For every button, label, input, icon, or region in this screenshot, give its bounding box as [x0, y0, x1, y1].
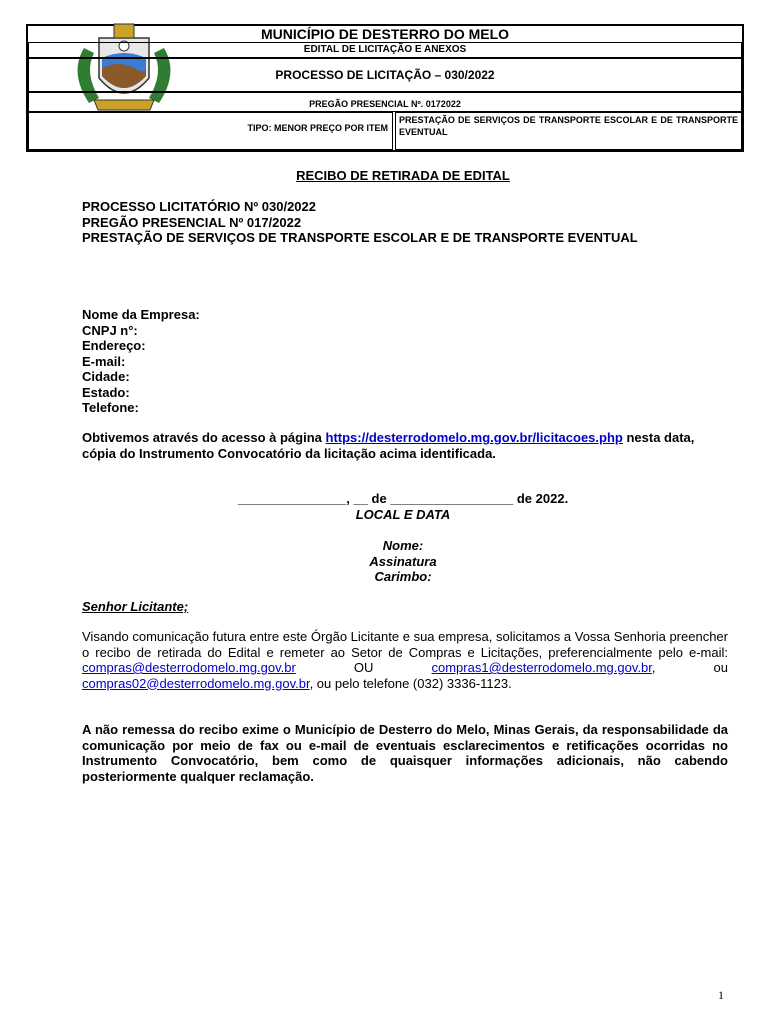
- field-email: E-mail:: [82, 353, 126, 369]
- local-data-label: LOCAL E DATA: [355, 507, 451, 522]
- signature-nome: Nome:: [382, 538, 424, 553]
- signature-block: [0, 538, 770, 585]
- field-endereco: Endereço:: [82, 338, 146, 353]
- field-telefone: Telefone:: [82, 400, 139, 415]
- page-number: 1: [718, 988, 724, 1002]
- field-estado: Estado:: [82, 384, 130, 400]
- licitacoes-link[interactable]: https://desterrodomelo.mg.gov.br/licitacoes.php: [325, 430, 623, 445]
- tipo-cell: TIPO: MENOR PREÇO POR ITEM: [28, 112, 393, 150]
- references: [82, 199, 742, 246]
- senhor-licitante-heading: Senhor Licitante;: [82, 599, 189, 614]
- email-compras-link[interactable]: compras@desterrodomelo.mg.gov.br: [82, 660, 296, 675]
- field-cidade: Cidade:: [82, 369, 130, 384]
- edital-subtitle: EDITAL DE LICITAÇÃO E ANEXOS: [28, 42, 742, 58]
- process-title: PROCESSO DE LICITAÇÃO – 030/2022: [28, 58, 742, 92]
- para1-or: OU: [295, 660, 432, 675]
- date-line: _______________, __ de _________________ de 2022.: [237, 491, 569, 506]
- municipality-title: MUNICÍPIO DE DESTERRO DO MELO: [260, 26, 510, 42]
- field-cnpj: CNPJ n°:: [82, 322, 138, 338]
- disclaimer-paragraph: A não remessa do recibo exime o Município de Desterro do Melo, Minas Gerais, da responsabilidade da comunicação por meio de fax ou e-mail de eventuais esclarecimentos e retificações ocorridas no Instrumento Convocatório, bem como de quaisquer informações adicionais, não cabendo posteriormente qualquer reclamação.: [82, 722, 728, 784]
- statement-text-before: Obtivemos através do acesso à página: [82, 430, 326, 445]
- communication-paragraph: [82, 629, 728, 691]
- pregao-number: PREGÃO PRESENCIAL Nº. 0172022: [28, 92, 742, 112]
- para1-or2: , ou: [651, 660, 728, 675]
- objeto-cell: PRESTAÇÃO DE SERVIÇOS DE TRANSPORTE ESCOLAR E DE TRANSPORTE EVENTUAL: [395, 112, 742, 150]
- email-compras02-link[interactable]: compras02@desterrodomelo.mg.gov.br: [82, 675, 310, 691]
- ref-objeto: PRESTAÇÃO DE SERVIÇOS DE TRANSPORTE ESCOLAR E DE TRANSPORTE EVENTUAL: [82, 230, 638, 245]
- page-title: RECIBO DE RETIRADA DE EDITAL: [296, 168, 510, 183]
- ref-pregao: PREGÃO PRESENCIAL Nº 017/2022: [82, 214, 302, 230]
- para1-text: Visando comunicação futura entre este Órgão Licitante e sua empresa, solicitamos a Vossa Senhoria preencher o recibo de retirada do Edital e remeter ao Setor de Compras e Licitações, preferencialmente pelo e-mail:: [82, 629, 728, 660]
- signature-assinatura: Assinatura: [369, 553, 437, 569]
- para1-phone: , ou pelo telefone (032) 3336-1123.: [309, 675, 512, 691]
- signature-carimbo: Carimbo:: [374, 569, 432, 584]
- ref-processo: PROCESSO LICITATÓRIO Nº 030/2022: [82, 199, 316, 214]
- statement-paragraph: [82, 430, 728, 461]
- field-nome-empresa: Nome da Empresa:: [82, 307, 200, 322]
- company-fields: [82, 307, 482, 416]
- statement-text-after: nesta data, cópia do Instrumento Convocatório da licitação acima identificada.: [82, 430, 695, 461]
- email-compras1-link[interactable]: compras1@desterrodomelo.mg.gov.br: [431, 660, 652, 675]
